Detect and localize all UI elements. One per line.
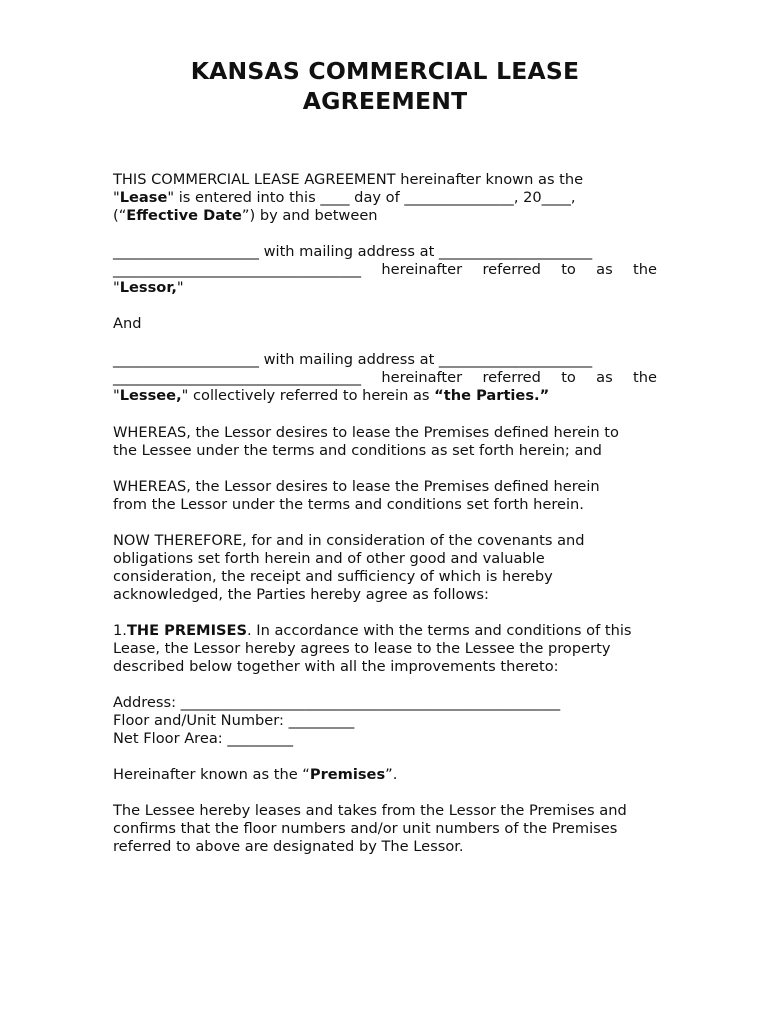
final-line-1: The Lessee hereby leases and takes from the Lessor the Premises and — [113, 802, 627, 819]
premises-fields — [113, 694, 657, 748]
now-therefore-line-2: obligations set forth herein and of other good and valuable — [113, 550, 545, 567]
quote: " — [113, 189, 120, 206]
final-line-2: confirms that the floor numbers and/or unit numbers of the Premises — [113, 820, 618, 837]
hereinafter-pre: Hereinafter known as the “ — [113, 766, 310, 783]
now-therefore-paragraph — [113, 532, 657, 604]
now-therefore-line-3: consideration, the receipt and sufficiency of which is hereby — [113, 568, 553, 585]
net-floor-area-field: Net Floor Area: _________ — [113, 730, 294, 747]
quote: " — [113, 387, 120, 404]
quote: " — [113, 279, 120, 296]
whereas2-line-1: WHEREAS, the Lessor desires to lease the Premises defined herein — [113, 478, 600, 495]
document-title — [0, 56, 770, 116]
intro-paragraph — [113, 171, 657, 225]
whereas-paragraph-2 — [113, 478, 657, 514]
section1-line-3: described below together with all the improvements thereto: — [113, 658, 559, 675]
word: the — [633, 261, 657, 278]
lessee-line-3-mid: " collectively referred to herein as — [181, 387, 435, 404]
section-1-premises — [113, 622, 657, 676]
lessor-term: Lessor, — [119, 279, 177, 296]
section-number: 1. — [113, 622, 127, 639]
premises-term: Premises — [309, 766, 386, 783]
address-field: Address: ____________________________________________________ — [113, 694, 561, 711]
final-paragraph — [113, 802, 657, 856]
word: referred — [482, 261, 541, 278]
word: as — [596, 369, 613, 386]
quote: " — [176, 279, 184, 296]
quote-open: (“ — [113, 207, 127, 224]
lessee-term: Lessee, — [119, 387, 182, 404]
title-line-1: KANSAS COMMERCIAL LEASE — [190, 57, 580, 85]
effective-date-term: Effective Date — [126, 207, 242, 224]
intro-line-1: THIS COMMERCIAL LEASE AGREEMENT hereinafter known as the — [113, 171, 584, 188]
hereinafter-post: ”. — [385, 766, 398, 783]
lessee-line-2 — [113, 369, 657, 387]
hereinafter-line — [113, 766, 657, 784]
intro-line-3 — [113, 207, 657, 225]
parties-term: “the Parties.” — [434, 387, 550, 404]
word: the — [633, 369, 657, 386]
word: referred — [482, 369, 541, 386]
lessor-line-1: ____________________ with mailing address at _____________________ — [113, 243, 593, 260]
whereas2-line-2: from the Lessor under the terms and conditions set forth herein. — [113, 496, 584, 513]
section-heading: THE PREMISES — [126, 622, 248, 639]
floor-unit-field: Floor and/Unit Number: _________ — [113, 712, 355, 729]
lease-term: Lease — [119, 189, 168, 206]
section1-line-1-rest: . In accordance with the terms and conditions of this — [247, 622, 632, 639]
intro-line-2-rest: " is entered into this ____ day of _______________, 20____, — [167, 189, 576, 206]
hereinafter-paragraph — [113, 766, 657, 784]
and-text: And — [113, 315, 142, 332]
intro-line-2 — [113, 189, 657, 207]
intro-line-3-rest: ”) by and between — [241, 207, 378, 224]
whereas1-line-2: the Lessee under the terms and conditions as set forth herein; and — [113, 442, 602, 459]
lessee-line-3 — [113, 387, 657, 405]
section1-line-1 — [113, 622, 657, 640]
now-therefore-line-1: NOW THEREFORE, for and in consideration of the covenants and — [113, 532, 585, 549]
whereas1-line-1: WHEREAS, the Lessor desires to lease the Premises defined herein to — [113, 424, 619, 441]
section1-line-2: Lease, the Lessor hereby agrees to lease to the Lessee the property — [113, 640, 611, 657]
title-line-2: AGREEMENT — [302, 87, 468, 115]
final-line-3: referred to above are designated by The Lessor. — [113, 838, 464, 855]
lessor-blank: __________________________________ — [113, 261, 362, 278]
lessor-paragraph — [113, 243, 657, 297]
whereas-paragraph-1 — [113, 424, 657, 460]
lessee-paragraph — [113, 351, 657, 405]
word: to — [561, 261, 576, 278]
lessee-line-1: ____________________ with mailing address at _____________________ — [113, 351, 593, 368]
lessor-line-2 — [113, 261, 657, 279]
now-therefore-line-4: acknowledged, the Parties hereby agree as follows: — [113, 586, 489, 603]
word: hereinafter — [381, 369, 463, 386]
word: to — [561, 369, 576, 386]
word: hereinafter — [381, 261, 463, 278]
lessor-line-3 — [113, 279, 657, 297]
lessee-blank: __________________________________ — [113, 369, 362, 386]
word: as — [596, 261, 613, 278]
